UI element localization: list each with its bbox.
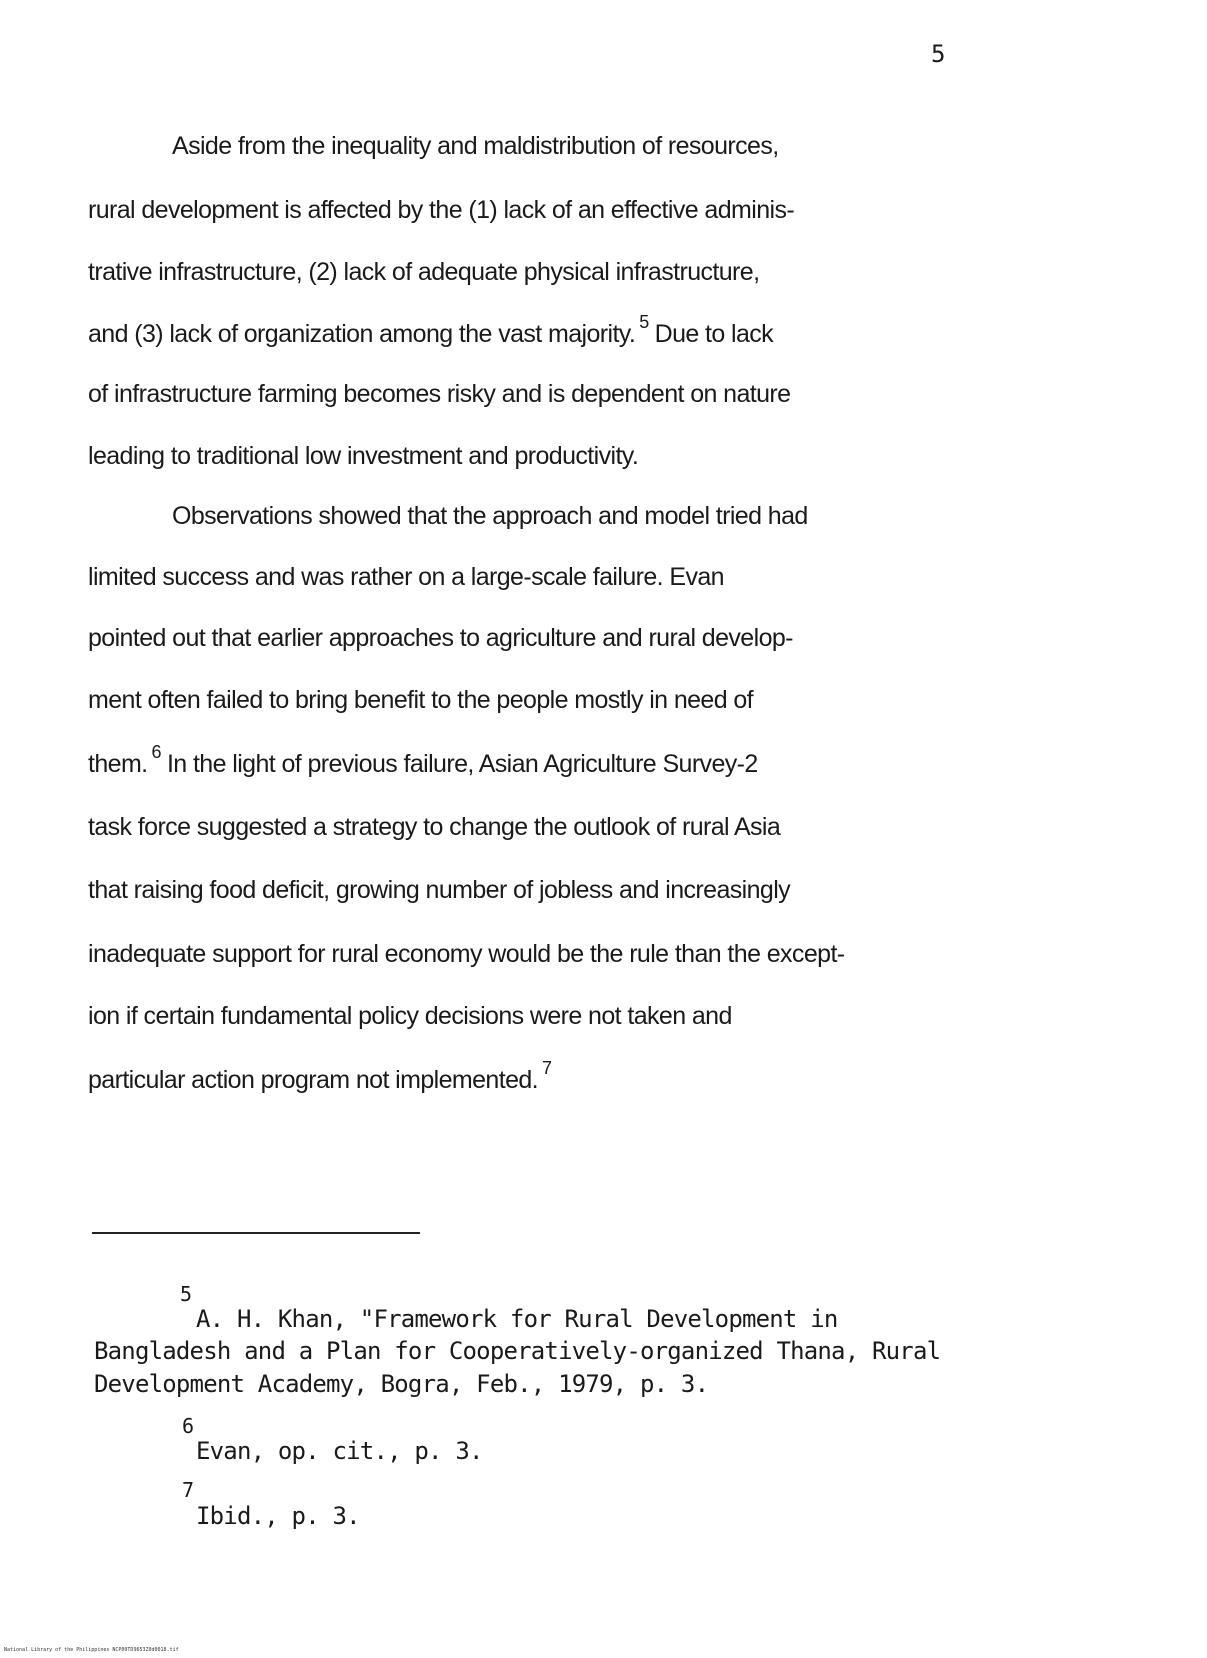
footnote-mark: 5: [180, 1282, 193, 1306]
page-number: 5: [931, 40, 946, 68]
footnote-mark: 7: [182, 1478, 195, 1502]
text-span: particular action program not implemented.: [88, 1066, 539, 1094]
text-line: Observations showed that the approach and model tried had: [172, 502, 808, 530]
text-line: task force suggested a strategy to change the outlook of rural Asia: [88, 813, 781, 841]
footnote-line: Bangladesh and a Plan for Cooperatively-organized Thana, Rural: [94, 1337, 941, 1365]
text-line: trative infrastructure, (2) lack of adequate physical infrastructure,: [88, 258, 760, 286]
text-line: that raising food deficit, growing number of jobless and increasingly: [88, 876, 791, 904]
text-line: [88, 742, 1088, 779]
archive-stamp: National Library of the Philippines NCP00TD9653Z0d0018.tif: [4, 1647, 179, 1653]
footnote-line: Ibid., p. 3.: [196, 1502, 360, 1530]
text-line: inadequate support for rural economy would be the rule than the except-: [88, 940, 845, 968]
text-line: limited success and was rather on a large-scale failure. Evan: [88, 563, 724, 591]
text-line: of infrastructure farming becomes risky and is dependent on nature: [88, 380, 791, 408]
text-span: In the light of previous failure, Asian Agriculture Survey-2: [166, 750, 758, 778]
footnote-separator: [92, 1232, 420, 1234]
text-line: pointed out that earlier approaches to agriculture and rural develop-: [88, 624, 793, 652]
text-line: [88, 1058, 1088, 1095]
footnote-ref-5: 5: [639, 312, 649, 332]
footnote-mark: 6: [182, 1414, 195, 1438]
text-line: ion if certain fundamental policy decisions were not taken and: [88, 1002, 732, 1030]
text-line: leading to traditional low investment and productivity.: [88, 442, 639, 470]
text-line: [88, 312, 1088, 349]
footnote-ref-7: 7: [542, 1058, 552, 1078]
footnote-line: Evan, op. cit., p. 3.: [196, 1437, 483, 1465]
footnote-line: Development Academy, Bogra, Feb., 1979, p. 3.: [94, 1370, 709, 1398]
text-line: rural development is affected by the (1) lack of an effective adminis-: [88, 196, 795, 224]
footnote-ref-6: 6: [151, 742, 161, 762]
text-line: ment often failed to bring benefit to the people mostly in need of: [88, 686, 754, 714]
text-span: them.: [88, 750, 148, 778]
footnote-line: A. H. Khan, "Framework for Rural Development in: [196, 1305, 838, 1333]
text-line: Aside from the inequality and maldistribution of resources,: [172, 132, 779, 160]
text-span: Due to lack: [654, 320, 774, 348]
text-span: and (3) lack of organization among the vast majority.: [88, 320, 636, 348]
